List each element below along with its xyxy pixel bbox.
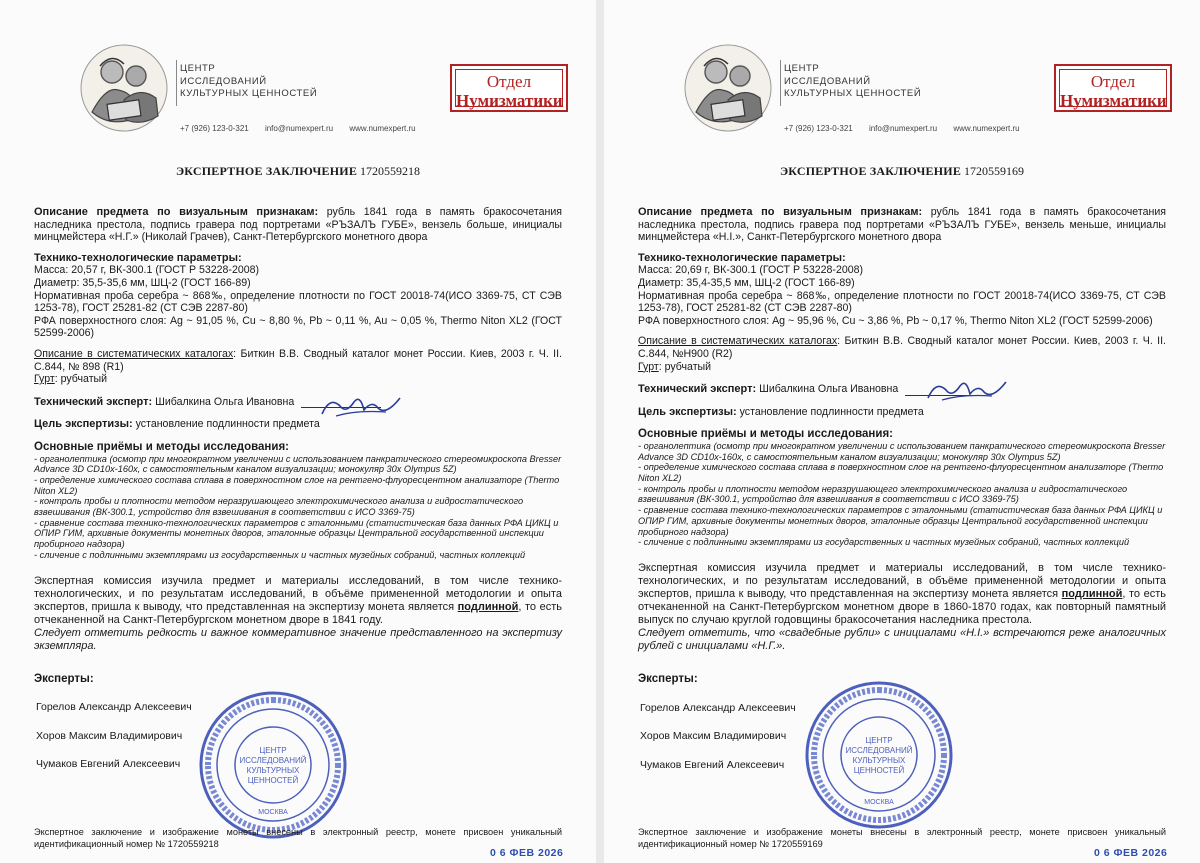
catalog-block [34,348,562,386]
org-name-line: КУЛЬТУРНЫХ ЦЕННОСТЕЙ [784,88,922,99]
method-item: - определение химического состава сплава в поверхностном слое на рентгено-флуоресцентном анализаторе (Thermo Niton XL2) [34,474,560,496]
tech-expert-name: Шибалкина Ольга Ивановна [759,383,899,396]
catalog-label: Описание в систематических каталогах [34,347,234,360]
edge-text: : рубчатый [658,360,712,373]
goal-text: установление подлинности предмета [739,405,924,418]
contacts [180,124,430,133]
department-word: Отдел [1090,72,1136,91]
conclusion-text: Экспертная комиссия изучила предмет и материалы исследований, в том числе технико-технологических, и по результатам исследований, в объёме примененной методологии и опыта экспертов, пришла к выводу, что представленная на экспертизу монета является [34,574,562,613]
document-page-right [604,0,1200,863]
goal-label: Цель экспертизы: [34,418,133,431]
phone[interactable]: +7 (926) 123-0-321 [180,124,249,133]
params-block [34,252,562,340]
department-badge-frame [1059,69,1167,110]
description-label: Описание предмета по визуальным признакам: [638,206,923,218]
experts-label: Эксперты: [34,672,94,685]
experts-label: Эксперты: [638,672,698,685]
stamp-city: МОСКВА [258,809,288,816]
org-name-line: ЦЕНТР [784,63,820,74]
document-body [34,206,562,771]
conclusion-verdict: подлинной [1061,587,1123,600]
params-block [638,252,1166,328]
registry-footer: Экспертное заключение и изображение монеты внесены в электронный реестр, монете присвоен уникальный идентификационный номер № 1720559218 [34,827,562,849]
stamp-text: ИССЛЕДОВАНИЙ [845,746,913,755]
org-name [180,63,330,101]
stamp-city: МОСКВА [864,799,894,806]
conclusion-verdict: подлинной [457,600,519,613]
param-xrf: РФА поверхностного слоя: Ag ~ 95,96 %, Cu ~ 3,86 %, Pb ~ 0,17 %, Thermo Niton XL2 (ГОСТ 52599-2006) [638,314,1153,327]
department-name: Нумизматики [1060,91,1167,110]
contacts [784,124,1034,133]
official-stamp [804,680,954,830]
goal-line [638,406,1166,419]
description-text: рубль 1841 года в память бракосочетания наследника престола, подпись гравера под портретами «РЪЗАЛЪ ГУБЕ», вензель больше, инициалы минцмейстера «Н.Г.» (Николай Грачев), Санкт-Петербургского монетного двора [34,206,562,244]
catalog-label: Описание в систематических каталогах [638,335,838,348]
official-stamp [198,690,348,840]
expert-name: Горелов Александр Алексеевич [36,701,192,714]
org-name [784,63,934,101]
title-label: ЭКСПЕРТНОЕ ЗАКЛЮЧЕНИЕ [779,164,962,178]
tech-expert-name: Шибалкина Ольга Ивановна [155,395,295,408]
method-item: - органолептика (осмотр при многократном увеличении с использованием панкратического стереомикроскопа Bresser Advance 3D CD10x-160x, с самостоятельным каналом визуализации; монокуляр 30x Olympus 5Z) [34,453,562,475]
expert-name: Чумаков Евгений Алексеевич [36,758,181,771]
method-item: - контроль пробы и плотности методом неразрушающего электрохимического анализа и гидростатического взвешивания (ВК-300.1, устройство для взвешивания в соответствии с ИСО 3369-75) [34,496,524,518]
method-item: - сравнение состава технико-технологических параметров с эталонными (статистическая база данных РФА ЦИКЦ и ОПИР ГИМ, архивные документы монетных дворов, эталонные образцы Центральной государственной инспекции пробирного надзора) [34,517,559,550]
param-fineness: Нормативная проба серебра ~ 868‰, определение плотности по ГОСТ 20018-74(ИСО 3369-75, СТ СЭВ 1253-78), ГОСТ 25281-82 (СТ СЭВ 2287-80) [34,289,562,315]
date-stamp: 0 6 ФЕВ 2026 [1094,847,1168,859]
email[interactable]: info@numexpert.ru [264,124,334,133]
goal-label: Цель экспертизы: [638,405,737,418]
department-word: Отдел [486,72,532,91]
description-block [34,206,562,244]
certificate-number: 1720559218 [360,164,421,178]
param-mass: Масса: 20,57 г, ВК-300.1 (ГОСТ Р 53228-2008) [34,264,260,277]
letterhead-divider [780,60,781,106]
museum-experts-logo [682,42,774,134]
methods-list [638,441,1166,548]
conclusion [34,575,562,627]
description-label: Описание предмета по визуальным признакам: [34,206,319,218]
stamp-text: КУЛЬТУРНЫХ [246,766,300,775]
tech-expert-line [638,383,1166,396]
catalog-text: : Биткин В.В. Сводный каталог монет России. Киев, 2003 г. Ч. II. С.844, №Н900 (R2) [638,335,1166,360]
website[interactable]: www.numexpert.ru [349,124,416,133]
department-badge [450,64,568,112]
registry-footer: Экспертное заключение и изображение монеты внесены в электронный реестр, монете присвоен уникальный идентификационный номер № 1720559169 [638,827,1166,849]
title-label: ЭКСПЕРТНОЕ ЗАКЛЮЧЕНИЕ [175,164,358,178]
goal-line [34,418,562,431]
method-item: - определение химического состава сплава в поверхностном слое на рентгено-флуоресцентном анализаторе (Thermo Niton XL2) [638,462,1164,484]
param-mass: Масса: 20,69 г, ВК-300.1 (ГОСТ Р 53228-2008) [638,264,864,277]
params-label: Технико-технологические параметры: [638,251,846,264]
edge-text: : рубчатый [54,373,108,386]
tech-expert-label: Технический эксперт: [638,383,757,396]
catalog-text: : Биткин В.В. Сводный каталог монет России. Киев, 2003 г. Ч. II. С.844, № 898 (R1) [34,347,562,373]
date-stamp: 0 6 ФЕВ 2026 [490,847,564,859]
goal-text: установление подлинности предмета [135,418,320,431]
param-diameter: Диаметр: 35,4-35,5 мм, ШЦ-2 (ГОСТ 166-89) [638,276,855,289]
methods-label: Основные приёмы и методы исследования: [638,428,893,441]
department-badge [1054,64,1172,112]
document-title [0,164,596,179]
letterhead [604,0,1200,150]
method-item: - органолептика (осмотр при многократном увеличении с использованием панкратического стереомикроскопа Bresser Advance 3D CD10x-160x, с самостоятельным каналом визуализации; монокуляр 30x Olympus 5Z) [638,440,1166,462]
expert-name: Хоров Максим Владимирович [36,729,183,742]
tech-expert-line [34,396,562,409]
method-item: - сличение с подлинными экземплярами из государственных и частных музейных собраний, частных коллекций [638,537,1130,548]
param-xrf: РФА поверхностного слоя: Ag ~ 91,05 %, Cu ~ 8,80 %, Pb ~ 0,11 %, Au ~ 0,05 %, Thermo Niton XL2 (ГОСТ 52599-2006) [34,314,562,340]
catalog-block [638,335,1166,373]
museum-experts-logo [78,42,170,134]
edge-label: Гурт [638,360,659,373]
method-item: - контроль пробы и плотности методом неразрушающего электрохимического анализа и гидростатического взвешивания (ВК-300.1, устройство для взвешивания в соответствии с ИСО 3369-75) [638,483,1128,505]
methods-label: Основные приёмы и методы исследования: [34,440,289,453]
stamp-text: КУЛЬТУРНЫХ [852,756,906,765]
department-badge-frame [455,69,563,110]
edge-label: Гурт [34,373,55,386]
param-fineness: Нормативная проба серебра ~ 868‰, определение плотности по ГОСТ 20018-74(ИСО 3369-75, СТ СЭВ 1253-78), ГОСТ 25281-82 (СТ СЭВ 2287-80) [638,289,1166,315]
org-name-line: ИССЛЕДОВАНИЙ [784,75,871,87]
expert-name: Хоров Максим Владимирович [640,730,787,743]
description-text: рубль 1841 года в память бракосочетания наследника престола, подпись гравера под портретами «РЪЗАЛЪ ГУБЕ», вензель меньше, инициалы минцмейстера «Н.I.», Санкт-Петербургского монетного двора [638,206,1166,244]
tech-expert-signature [316,392,406,424]
conclusion-text-end: , то есть отчеканенной на Санкт-Петербургском монетном дворе в 1841 году. [34,600,563,626]
conclusion [638,562,1166,627]
tech-expert-label: Технический эксперт: [34,395,153,408]
params-label: Технико-технологические параметры: [34,251,242,264]
special-note: Следует отметить редкость и важное коммеративное значение представленного на экспертизу экземпляра. [34,626,562,652]
org-name-line: ИССЛЕДОВАНИЙ [180,75,267,87]
letterhead-divider [176,60,177,106]
org-name-line: КУЛЬТУРНЫХ ЦЕННОСТЕЙ [180,88,318,99]
org-name-line: ЦЕНТР [180,63,216,74]
stamp-text: ИССЛЕДОВАНИЙ [239,756,307,765]
department-name: Нумизматики [456,91,563,110]
website[interactable]: www.numexpert.ru [953,124,1020,133]
letterhead [0,0,596,150]
tech-expert-signature [922,376,1012,408]
email[interactable]: info@numexpert.ru [868,124,938,133]
expert-name: Чумаков Евгений Алексеевич [640,758,785,771]
method-item: - сравнение состава технико-технологических параметров с эталонными (статистическая база данных РФА ЦИКЦ и ОПИР ГИМ, архивные документы монетных дворов, эталонные образцы Центральной государственной инспекции пробирного надзора) [638,505,1163,537]
param-diameter: Диаметр: 35,5-35,6 мм, ШЦ-2 (ГОСТ 166-89) [34,276,251,289]
method-item: - сличение с подлинными экземплярами из государственных и частных музейных собраний, частных коллекций [34,549,526,560]
expert-name: Горелов Александр Алексеевич [640,701,796,714]
stamp-text: ЦЕНТР [259,746,287,755]
special-note: Следует отметить, что «свадебные рубли» с инициалами «Н.I.» встречаются реже аналогичных рублей с инициалами «Н.Г.». [638,626,1166,652]
conclusion-text: Экспертная комиссия изучила предмет и материалы исследований, в том числе технико-технологических, и по результатам исследований, в объёме примененной методологии и опыта экспертов, пришла к выводу, что представленная на экспертизу монета является [638,561,1166,600]
stamp-text: ЦЕННОСТЕЙ [853,766,905,775]
document-page-left [0,0,596,863]
stamp-text: ЦЕНТР [865,736,893,745]
certificate-number: 1720559169 [964,164,1025,178]
document-title [604,164,1200,179]
description-block [638,206,1166,244]
conclusion-text-end: , то есть отчеканенной на Санкт-Петербургском монетном дворе в 1860-1870 годах, как повторный памятный выпуск по случаю круглой годовщины бракосочетания наследника престола. [638,587,1167,626]
methods-list [34,454,562,561]
phone[interactable]: +7 (926) 123-0-321 [784,124,853,133]
stamp-text: ЦЕННОСТЕЙ [247,776,299,785]
